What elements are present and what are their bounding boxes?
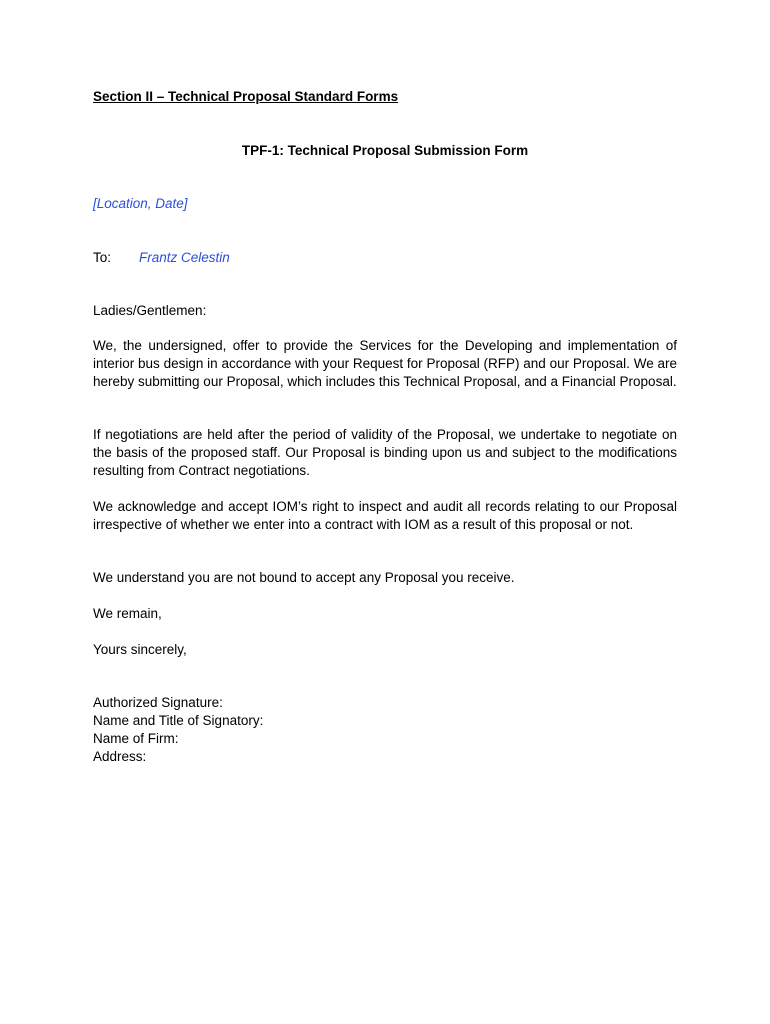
location-date-placeholder: [Location, Date]: [93, 196, 188, 211]
paragraph-audit: We acknowledge and accept IOM’s right to inspect and audit all records relating to our Proposal irrespective of whether we enter into a contract with IOM as a result of this proposal or not.: [93, 499, 677, 532]
recipient-name: Frantz Celestin: [139, 250, 230, 265]
closing-we-remain: We remain,: [93, 606, 162, 621]
address-label: Address:: [93, 748, 147, 764]
paragraph-offer: We, the undersigned, offer to provide the Services for the Developing and implementation of interior bus design in accordance with your Request for Proposal (RFP) and our Proposal. We are hereby submitting our Proposal, which includes this Technical Proposal, and a Financial Proposal.: [93, 338, 677, 389]
to-label: To:: [93, 250, 112, 265]
authorized-signature-label: Authorized Signature:: [93, 695, 223, 710]
paragraph-not-bound: We understand you are not bound to accept any Proposal you receive.: [93, 570, 515, 585]
firm-name-label: Name of Firm:: [93, 730, 179, 746]
section-title: Section II – Technical Proposal Standard Forms: [93, 89, 399, 104]
salutation: Ladies/Gentlemen:: [93, 303, 207, 318]
closing-yours-sincerely: Yours sincerely,: [93, 642, 187, 657]
form-title: TPF-1: Technical Proposal Submission Form: [241, 143, 529, 158]
signature-block: [93, 694, 263, 766]
paragraph-negotiations: If negotiations are held after the period of validity of the Proposal, we undertake to negotiate on the basis of the proposed staff. Our Proposal is binding upon us and subject to the modifications resulting from Contract negotiations.: [93, 427, 677, 478]
name-title-label: Name and Title of Signatory:: [93, 712, 264, 728]
